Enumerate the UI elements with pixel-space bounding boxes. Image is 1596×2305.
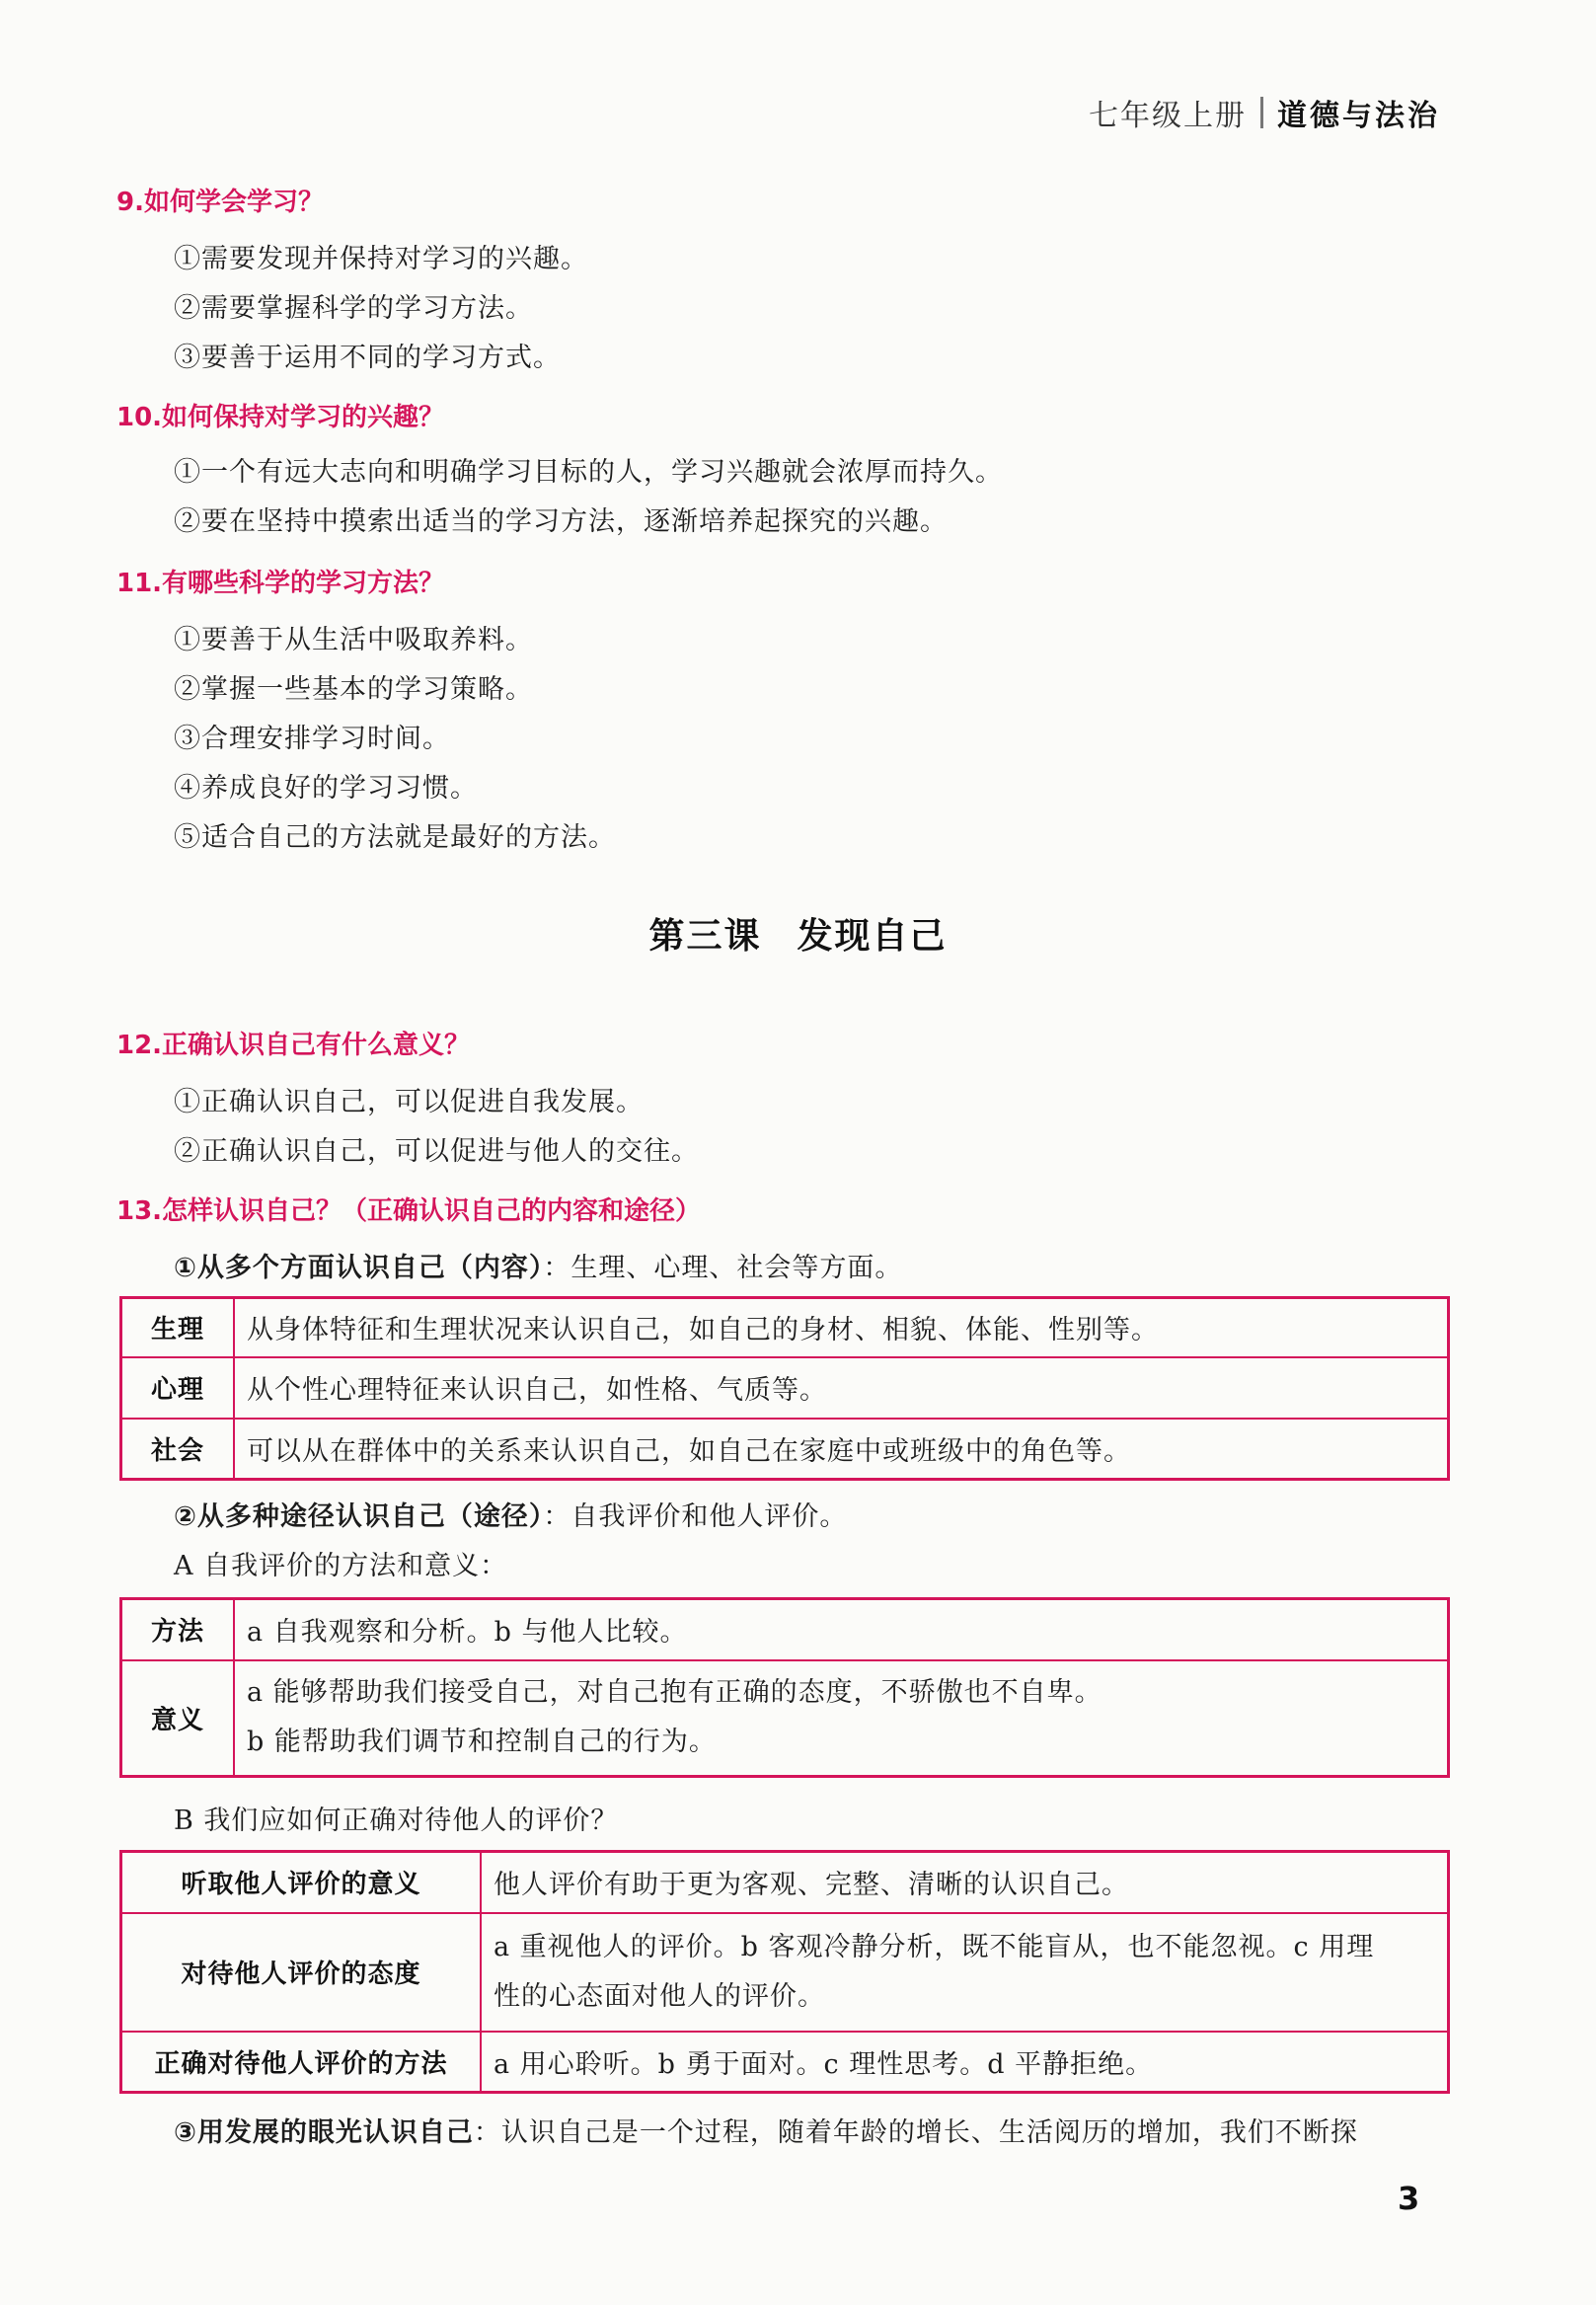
table-cell: 从个性心理特征来认识自己，如性格、气质等。 bbox=[234, 1357, 1449, 1419]
sub-heading-b: B 我们应如何正确对待他人的评价？ bbox=[174, 1806, 619, 1836]
table-cell: a 用心聆听。b 勇于面对。c 理性思考。d 平静拒绝。 bbox=[481, 2032, 1449, 2093]
grade-label: 七年级上册 bbox=[1089, 99, 1247, 133]
point-1-text: ：生理、心理、社会等方面。 bbox=[543, 1253, 903, 1283]
question-11-item: ③合理安排学习时间。 bbox=[174, 724, 450, 754]
question-13-point-1 bbox=[174, 1246, 902, 1284]
chapter-lesson: 第三课 bbox=[648, 916, 762, 957]
aspects-table bbox=[119, 1296, 1450, 1481]
question-13-title: 13.怎样认识自己？（正确认识自己的内容和途径） bbox=[116, 1196, 702, 1226]
chapter-name: 发现自己 bbox=[797, 916, 948, 957]
table-row bbox=[121, 1913, 1449, 2032]
question-12-title: 12.正确认识自己有什么意义？ bbox=[116, 1031, 471, 1060]
others-evaluation-table bbox=[119, 1850, 1450, 2094]
cell-line: a 重视他人的评价。b 客观冷静分析，既不能盲从，也不能忽视。c 用理 bbox=[494, 1931, 1375, 1962]
table-cell: 从身体特征和生理状况来认识自己，如自己的身材、相貌、体能、性别等。 bbox=[234, 1298, 1449, 1357]
question-10-title: 10.如何保持对学习的兴趣？ bbox=[116, 403, 445, 432]
point-2-text: ：自我评价和他人评价。 bbox=[543, 1501, 848, 1532]
table-row bbox=[121, 1660, 1449, 1777]
question-10-item: ①一个有远大志向和明确学习目标的人，学习兴趣就会浓厚而持久。 bbox=[174, 457, 1003, 488]
table-header-cell: 对待他人评价的态度 bbox=[121, 1913, 482, 2032]
table-row bbox=[121, 1599, 1449, 1660]
question-11-item: ①要善于从生活中吸取养料。 bbox=[174, 625, 533, 655]
table-row bbox=[121, 2032, 1449, 2093]
point-3-heading: ③用发展的眼光认识自己 bbox=[174, 2117, 474, 2148]
point-3-text: ：认识自己是一个过程，随着年龄的增长、生活阅历的增加，我们不断探 bbox=[473, 2117, 1358, 2148]
chapter-title bbox=[0, 908, 1596, 959]
sub-heading-a: A 自我评价的方法和意义： bbox=[174, 1551, 508, 1581]
table-cell bbox=[234, 1660, 1449, 1777]
table-row bbox=[121, 1357, 1449, 1419]
table-row bbox=[121, 1852, 1449, 1913]
table-header-cell: 正确对待他人评价的方法 bbox=[121, 2032, 482, 2093]
question-9-title: 9.如何学会学习？ bbox=[116, 188, 324, 217]
question-12-item: ②正确认识自己，可以促进与他人的交往。 bbox=[174, 1136, 699, 1167]
table-cell bbox=[481, 1913, 1449, 2032]
subject-label: 道德与法治 bbox=[1277, 99, 1440, 133]
question-9-item: ①需要发现并保持对学习的兴趣。 bbox=[174, 244, 588, 274]
question-11-item: ⑤适合自己的方法就是最好的方法。 bbox=[174, 822, 616, 853]
question-9-item: ②需要掌握科学的学习方法。 bbox=[174, 293, 533, 324]
table-cell: 他人评价有助于更为客观、完整、清晰的认识自己。 bbox=[481, 1852, 1449, 1913]
question-10-item: ②要在坚持中摸索出适当的学习方法，逐渐培养起探究的兴趣。 bbox=[174, 506, 948, 537]
cell-line: a 能够帮助我们接受自己，对自己抱有正确的态度，不骄傲也不自卑。 bbox=[247, 1677, 1102, 1709]
question-12-item: ①正确认识自己，可以促进自我发展。 bbox=[174, 1087, 644, 1117]
table-cell: a 自我观察和分析。b 与他人比较。 bbox=[234, 1599, 1449, 1660]
table-header-cell: 社会 bbox=[121, 1419, 235, 1480]
header-divider bbox=[1260, 97, 1263, 128]
table-header-cell: 心理 bbox=[121, 1357, 235, 1419]
table-header-cell: 听取他人评价的意义 bbox=[121, 1852, 482, 1913]
table-header-cell: 意义 bbox=[121, 1660, 235, 1777]
cell-line: 性的心态面对他人的评价。 bbox=[494, 1980, 825, 2012]
point-2-heading: ②从多种途径认识自己（途径） bbox=[174, 1501, 544, 1532]
cell-line: b 能帮助我们调节和控制自己的行为。 bbox=[247, 1727, 717, 1758]
table-header-cell: 方法 bbox=[121, 1599, 235, 1660]
question-11-title: 11.有哪些科学的学习方法？ bbox=[116, 569, 445, 598]
self-evaluation-table bbox=[119, 1597, 1450, 1778]
table-header-cell: 生理 bbox=[121, 1298, 235, 1357]
page-header bbox=[1089, 91, 1440, 134]
point-1-heading: ①从多个方面认识自己（内容） bbox=[174, 1253, 544, 1283]
table-row bbox=[121, 1298, 1449, 1357]
question-11-item: ②掌握一些基本的学习策略。 bbox=[174, 674, 533, 705]
question-9-item: ③要善于运用不同的学习方式。 bbox=[174, 343, 561, 373]
table-row bbox=[121, 1419, 1449, 1480]
question-11-item: ④养成良好的学习习惯。 bbox=[174, 773, 478, 804]
table-cell: 可以从在群体中的关系来认识自己，如自己在家庭中或班级中的角色等。 bbox=[234, 1419, 1449, 1480]
question-13-point-2 bbox=[174, 1495, 847, 1533]
page-number: 3 bbox=[1398, 2180, 1420, 2217]
question-13-point-3 bbox=[174, 2111, 1358, 2149]
